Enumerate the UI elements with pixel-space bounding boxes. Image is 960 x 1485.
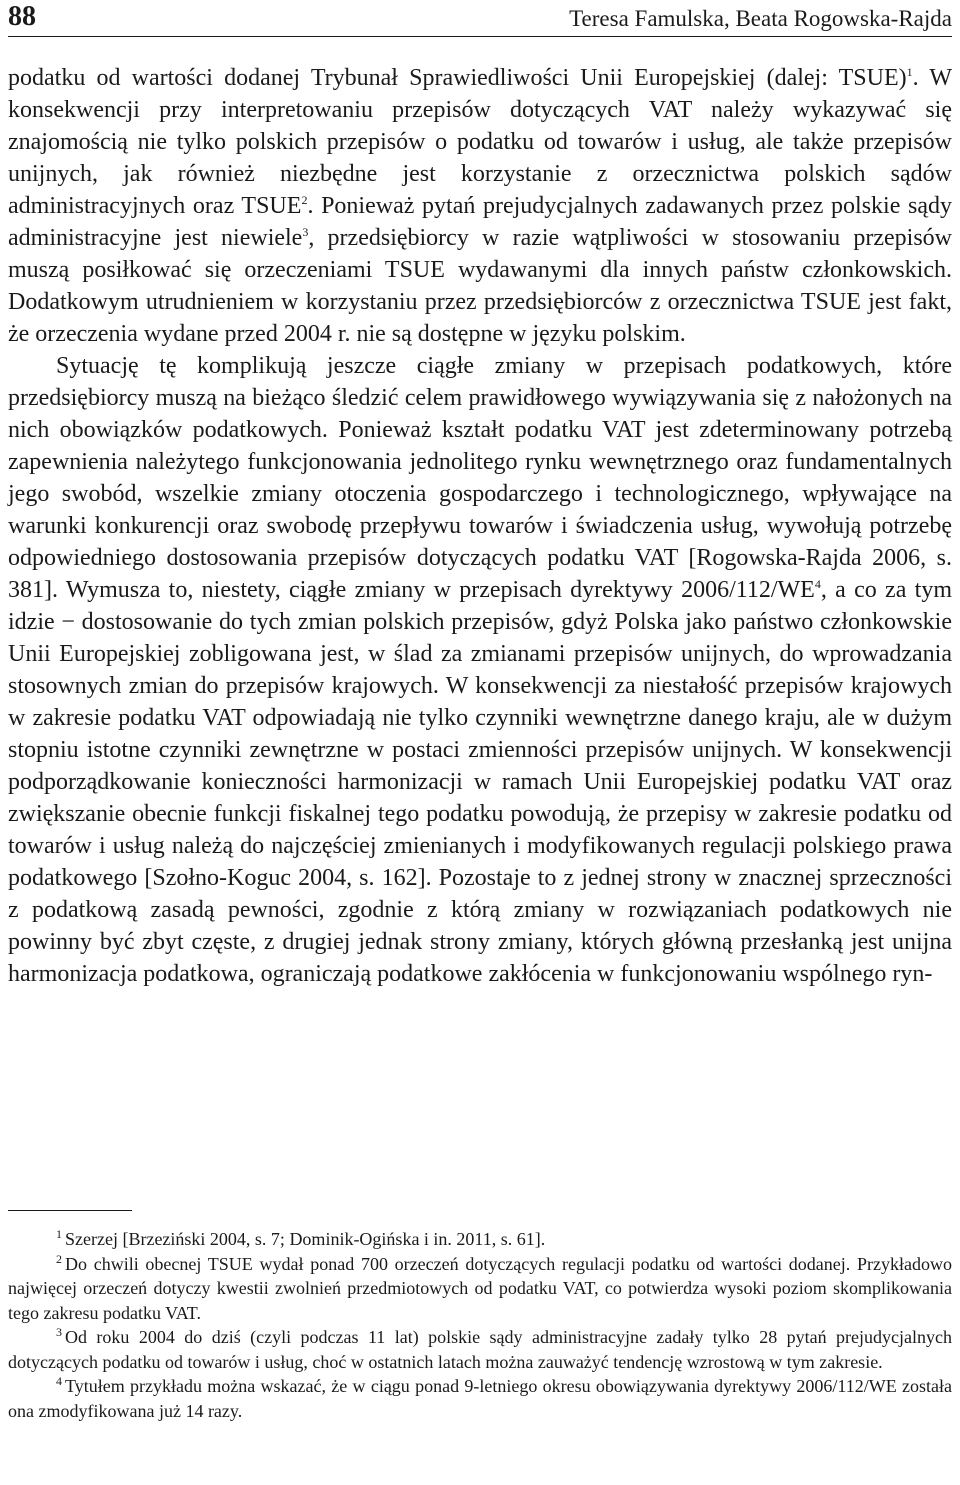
footnote-ref-3: 3 [302,225,309,239]
paragraph-2-text-b: , a co za tym idzie − dostosowanie do tych zmian polskich przepisów, gdyż Polska jako państwo członkowskie Unii Europejskiej zobligowana jest, w ślad za zmianami przepisów unijnych, do wprowadzania stosownych zmian do przepisów krajowych. W konsekwencji za niestałość przepisów krajowych w zakresie podatku VAT odpowiadają nie tylko czynniki wewnętrzne danego kraju, ale w dużym stopniu istotne czynniki zewnętrzne w postaci zmienności przepisów unijnych. W konsekwencji podporządkowanie konieczności harmonizacji w ramach Unii Europejskiej podatku VAT oraz zwiększanie obecnie funkcji fiskalnej tego podatku powodują, że przepisy w zakresie podatku od towarów i usług należą do najczęściej zmienianych i modyfikowanych regulacji polskiego prawa podatkowego [Szołno-Koguc 2004, s. 162]. Pozostaje to z jednej strony w znacznej sprzeczności z podatkową zasadą pewności, zgodnie z którą zmiany w rozwiązaniach podatkowych nie powinny być zbyt częste, z drugiej jednak strony zmiany, których główną przesłanką jest unijna harmonizacja podatkowa, ograniczają podatkowe zakłócenia w funkcjonowaniu wspólnego ryn- [8,577,952,987]
footnote-1 [8,1227,952,1252]
footnote-ref-4: 4 [814,577,821,591]
running-head-authors: Teresa Famulska, Beata Rogowska-Rajda [569,6,952,31]
footnote-number: 1 [56,1227,62,1241]
footnote-number: 2 [56,1251,62,1266]
footnote-number: 3 [56,1325,62,1339]
footnote-separator [8,1210,132,1211]
footnotes [8,1227,952,1423]
footnote-ref-1: 1 [906,65,913,79]
paragraph-1-text-a: podatku od wartości dodanej Trybunał Sprawiedliwości Unii Europejskiej (dalej: TSUE) [8,65,907,91]
paragraph-1 [8,62,952,350]
footnote-2 [8,1252,952,1326]
footnote-text: Szerzej [Brzeziński 2004, s. 7; Dominik-Ogińska i in. 2011, s. 61]. [65,1229,546,1249]
footnote-text: Tytułem przykładu można wskazać, że w ciągu ponad 9-letniego okresu obowiązywania dyrektywy 2006/112/WE została ona zmodyfikowana już 14 razy. [8,1376,952,1421]
paragraph-2 [8,350,952,990]
footnote-4 [8,1374,952,1423]
footnote-number: 4 [56,1374,62,1388]
footnote-text: Do chwili obecnej TSUE wydał ponad 700 orzeczeń dotyczących regulacji podatku od wartości dodanej. Przykładowo najwięcej orzeczeń dotyczy kwestii zwolnień przedmiotowych od podatku VAT, co potwierdza wysoki poziom skomplikowania tego zakresu podatku VAT. [8,1253,952,1323]
footnote-3 [8,1325,952,1374]
page [8,0,952,1485]
page-header [8,0,952,37]
paragraph-2-text-a: Sytuację tę komplikują jeszcze ciągłe zmiany w przepisach podatkowych, które przedsiębiorcy muszą na bieżąco śledzić celem prawidłowego wywiązywania się z nałożonych na nich obowiązków podatkowych. Ponieważ kształt podatku VAT jest zdeterminowany potrzebą zapewnienia należytego funkcjonowania jednolitego rynku wewnętrznego oraz fundamentalnych jego swobód, wszelkie zmiany otoczenia gospodarczego i technologicznego, wpływające na warunki konkurencji oraz swobodę przepływu towarów i świadczenia usług, wywołują potrzebę odpowiedniego dostosowania przepisów dotyczących podatku VAT [Rogowska-Rajda 2006, s. 381]. Wymusza to, niestety, ciągłe zmiany w przepisach dyrektywy 2006/112/WE [8,353,952,603]
page-number: 88 [8,1,36,32]
footnote-text: Od roku 2004 do dziś (czyli podczas 11 lat) polskie sądy administracyjne zadały tylko 28 pytań prejudycjalnych dotyczących podatku od towarów i usług, choć w ostatnich latach można zauważyć tendencję wzrostową w tym zakresie. [8,1327,952,1372]
paragraph-1-text-d: , przedsiębiorcy w razie wątpliwości w stosowaniu przepisów muszą posiłkować się orzeczeniami TSUE wydawanymi dla innych państw członkowskich. Dodatkowym utrudnieniem w korzystaniu przez przedsiębiorców z orzecznictwa TSUE jest fakt, że orzeczenia wydane przed 2004 r. nie są dostępne w języku polskim. [8,225,953,347]
paragraph-1-text-c: . Ponieważ pytań prejudycjalnych zadawanych przez polskie sądy administracyjne jest niewiele [8,193,953,251]
main-text [8,62,952,990]
paragraph-1-text-b: . W konsekwencji przy interpretowaniu przepisów dotyczących VAT należy wykazywać się znajomością nie tylko polskich przepisów o podatku od towarów i usług, ale także przepisów unijnych, jak również niezbędne jest korzystanie z orzecznictwa polskich sądów administracyjnych oraz TSUE [8,65,953,219]
footnote-ref-2: 2 [301,193,308,207]
